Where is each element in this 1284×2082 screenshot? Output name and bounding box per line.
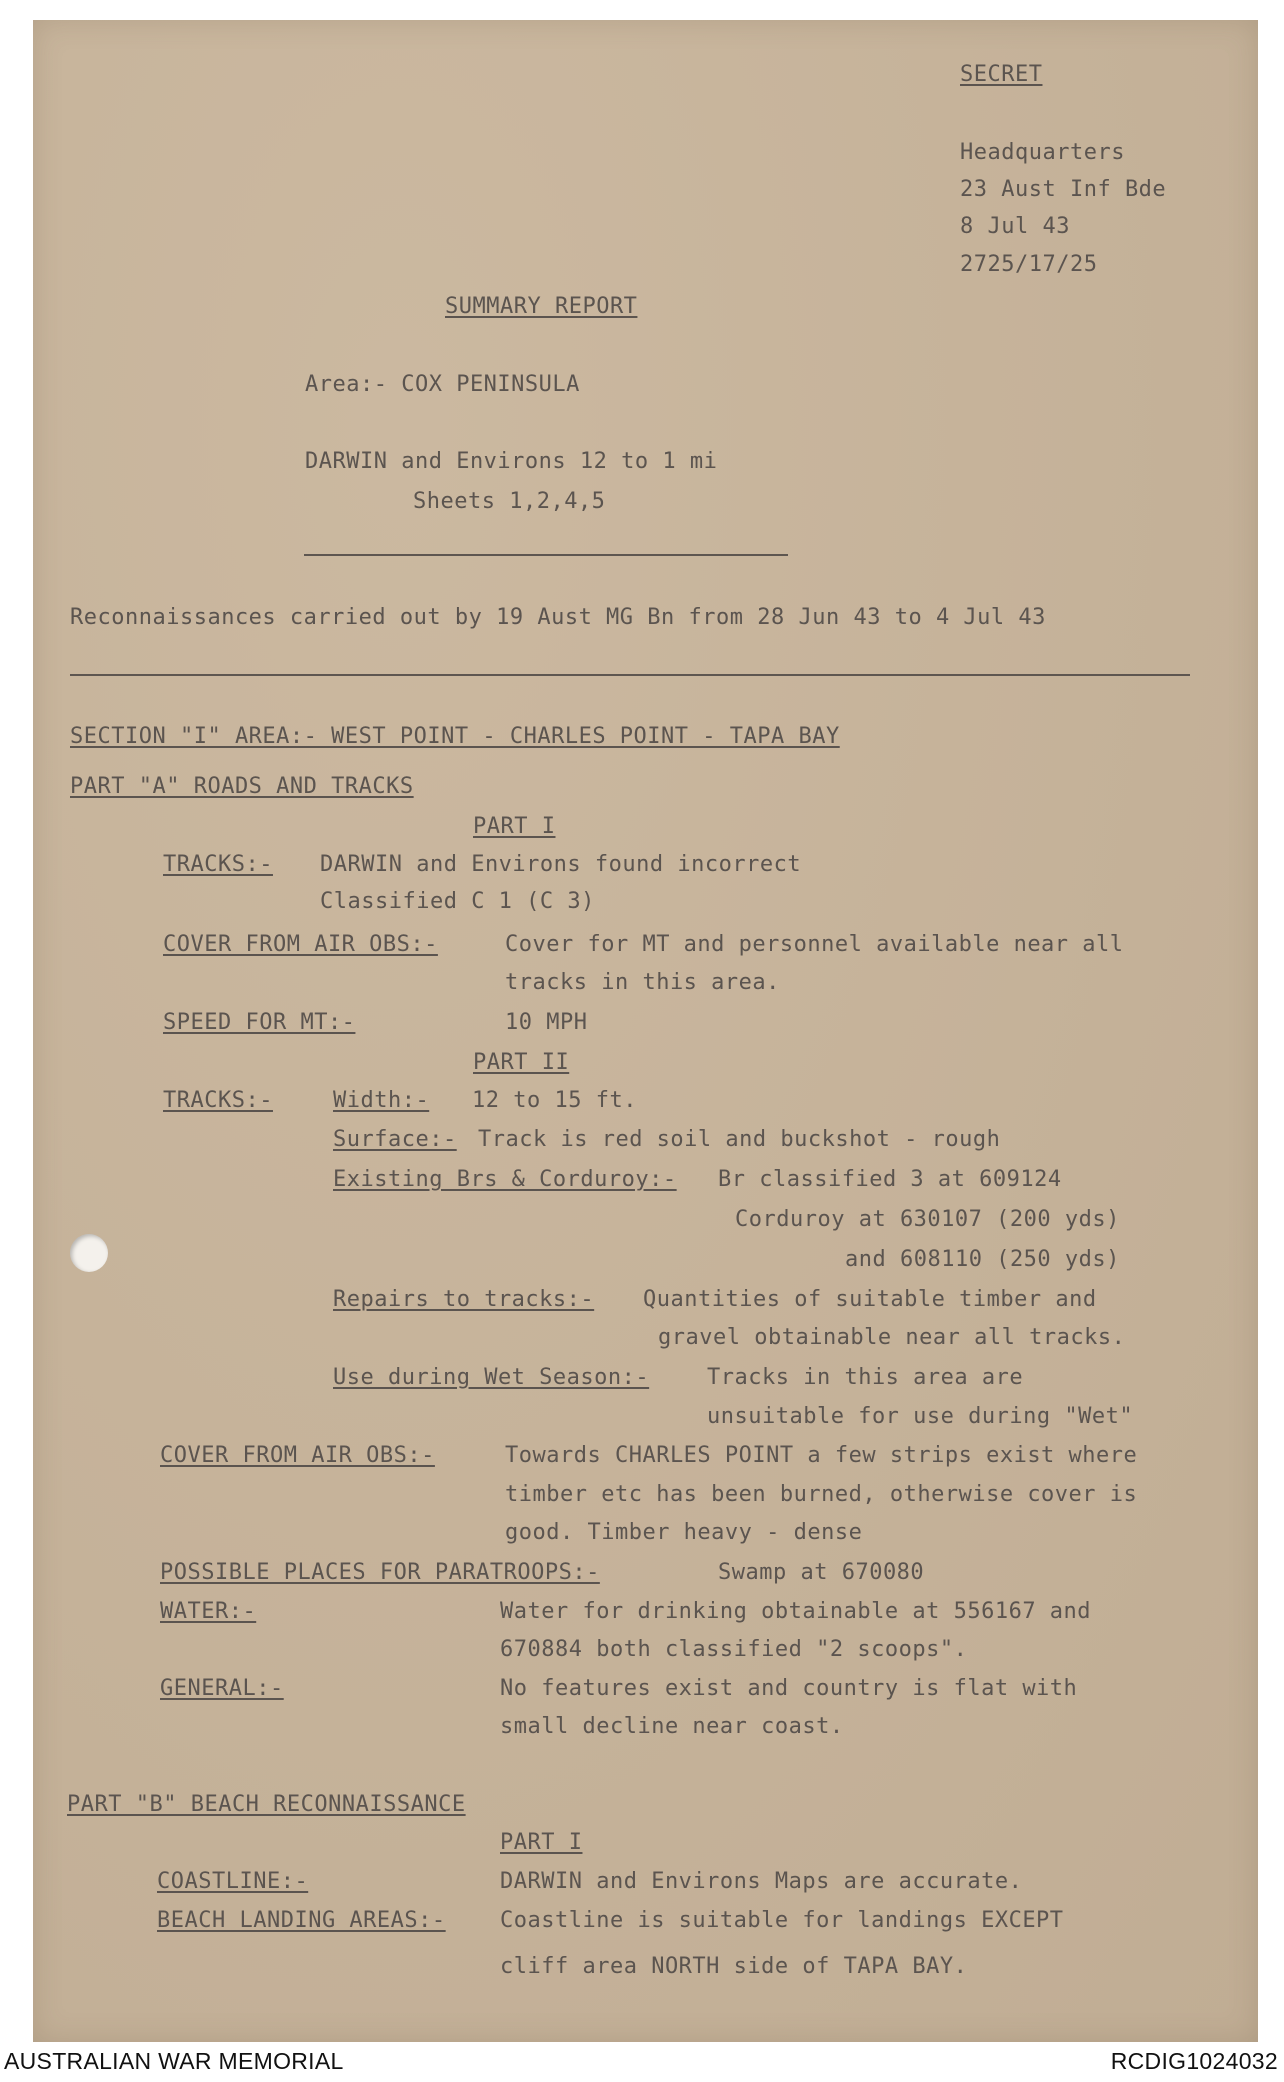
coastline-text: DARWIN and Environs Maps are accurate. bbox=[500, 1869, 1023, 1894]
report-maps: DARWIN and Environs 12 to 1 mi bbox=[305, 449, 718, 474]
general-text-1: No features exist and country is flat with bbox=[500, 1676, 1078, 1701]
landing-text-1: Coastline is suitable for landings EXCEPT bbox=[500, 1908, 1064, 1933]
header-date: 8 Jul 43 bbox=[960, 214, 1070, 239]
header-ref: 2725/17/25 bbox=[960, 252, 1098, 277]
title-divider bbox=[304, 554, 788, 556]
header-hq: Headquarters bbox=[960, 140, 1125, 165]
landing-text-2: cliff area NORTH side of TAPA BAY. bbox=[500, 1954, 968, 1979]
cover2-text-3: good. Timber heavy - dense bbox=[505, 1520, 863, 1545]
section-heading: SECTION "I" AREA:- WEST POINT - CHARLES POINT - TAPA BAY bbox=[70, 724, 840, 749]
header-unit: 23 Aust Inf Bde bbox=[960, 177, 1167, 202]
part-b-part-1-heading: PART I bbox=[500, 1830, 583, 1855]
report-area: Area:- COX PENINSULA bbox=[305, 372, 580, 397]
wet-label: Use during Wet Season:- bbox=[333, 1365, 650, 1390]
tracks-text-2: Classified C 1 (C 3) bbox=[320, 889, 595, 914]
repairs-text-2: gravel obtainable near all tracks. bbox=[658, 1325, 1126, 1350]
wet-text-1: Tracks in this area are bbox=[707, 1365, 1024, 1390]
tracks2-label: TRACKS:- bbox=[163, 1088, 273, 1113]
general-label: GENERAL:- bbox=[160, 1676, 284, 1701]
existing-text-2: Corduroy at 630107 (200 yds) bbox=[735, 1207, 1120, 1232]
report-sheets: Sheets 1,2,4,5 bbox=[413, 489, 606, 514]
footer-record-id: RCDIG1024032 bbox=[1110, 2048, 1278, 2074]
existing-label: Existing Brs & Corduroy:- bbox=[333, 1167, 677, 1192]
cover-text-1: Cover for MT and personnel available near all bbox=[505, 932, 1124, 957]
water-label: WATER:- bbox=[160, 1599, 257, 1624]
footer-institution: AUSTRALIAN WAR MEMORIAL bbox=[4, 2048, 344, 2074]
intro-divider bbox=[70, 674, 1190, 676]
general-text-2: small decline near coast. bbox=[500, 1714, 844, 1739]
speed-label: SPEED FOR MT:- bbox=[163, 1010, 356, 1035]
landing-label: BEACH LANDING AREAS:- bbox=[157, 1908, 446, 1933]
cover2-text-2: timber etc has been burned, otherwise cover is bbox=[505, 1482, 1138, 1507]
paratroops-label: POSSIBLE PLACES FOR PARATROOPS:- bbox=[160, 1560, 600, 1585]
coastline-label: COASTLINE:- bbox=[157, 1869, 309, 1894]
tracks-label: TRACKS:- bbox=[163, 852, 273, 877]
classification-stamp: SECRET bbox=[960, 62, 1043, 87]
cover2-text-1: Towards CHARLES POINT a few strips exist where bbox=[505, 1443, 1138, 1468]
cover2-label: COVER FROM AIR OBS:- bbox=[160, 1443, 435, 1468]
water-text-1: Water for drinking obtainable at 556167 and bbox=[500, 1599, 1092, 1624]
punch-hole bbox=[70, 1234, 108, 1272]
part-a-heading: PART "A" ROADS AND TRACKS bbox=[70, 774, 414, 799]
cover-text-2: tracks in this area. bbox=[505, 970, 780, 995]
width-text: 12 to 15 ft. bbox=[472, 1088, 637, 1113]
part-1-heading: PART I bbox=[473, 814, 556, 839]
width-label: Width:- bbox=[333, 1088, 430, 1113]
water-text-2: 670884 both classified "2 scoops". bbox=[500, 1637, 968, 1662]
existing-text-3: and 608110 (250 yds) bbox=[845, 1247, 1120, 1272]
surface-label: Surface:- bbox=[333, 1127, 457, 1152]
repairs-label: Repairs to tracks:- bbox=[333, 1287, 595, 1312]
paratroops-text: Swamp at 670080 bbox=[718, 1560, 925, 1585]
part-b-heading: PART "B" BEACH RECONNAISSANCE bbox=[67, 1792, 466, 1817]
repairs-text-1: Quantities of suitable timber and bbox=[643, 1287, 1097, 1312]
tracks-text-1: DARWIN and Environs found incorrect bbox=[320, 852, 802, 877]
surface-text: Track is red soil and buckshot - rough bbox=[478, 1127, 1001, 1152]
wet-text-2: unsuitable for use during "Wet" bbox=[707, 1404, 1134, 1429]
part-2-heading: PART II bbox=[473, 1050, 570, 1075]
speed-text: 10 MPH bbox=[505, 1010, 588, 1035]
report-title: SUMMARY REPORT bbox=[445, 294, 638, 319]
cover-label: COVER FROM AIR OBS:- bbox=[163, 932, 438, 957]
existing-text-1: Br classified 3 at 609124 bbox=[718, 1167, 1062, 1192]
intro-line: Reconnaissances carried out by 19 Aust MG Bn from 28 Jun 43 to 4 Jul 43 bbox=[70, 605, 1046, 630]
